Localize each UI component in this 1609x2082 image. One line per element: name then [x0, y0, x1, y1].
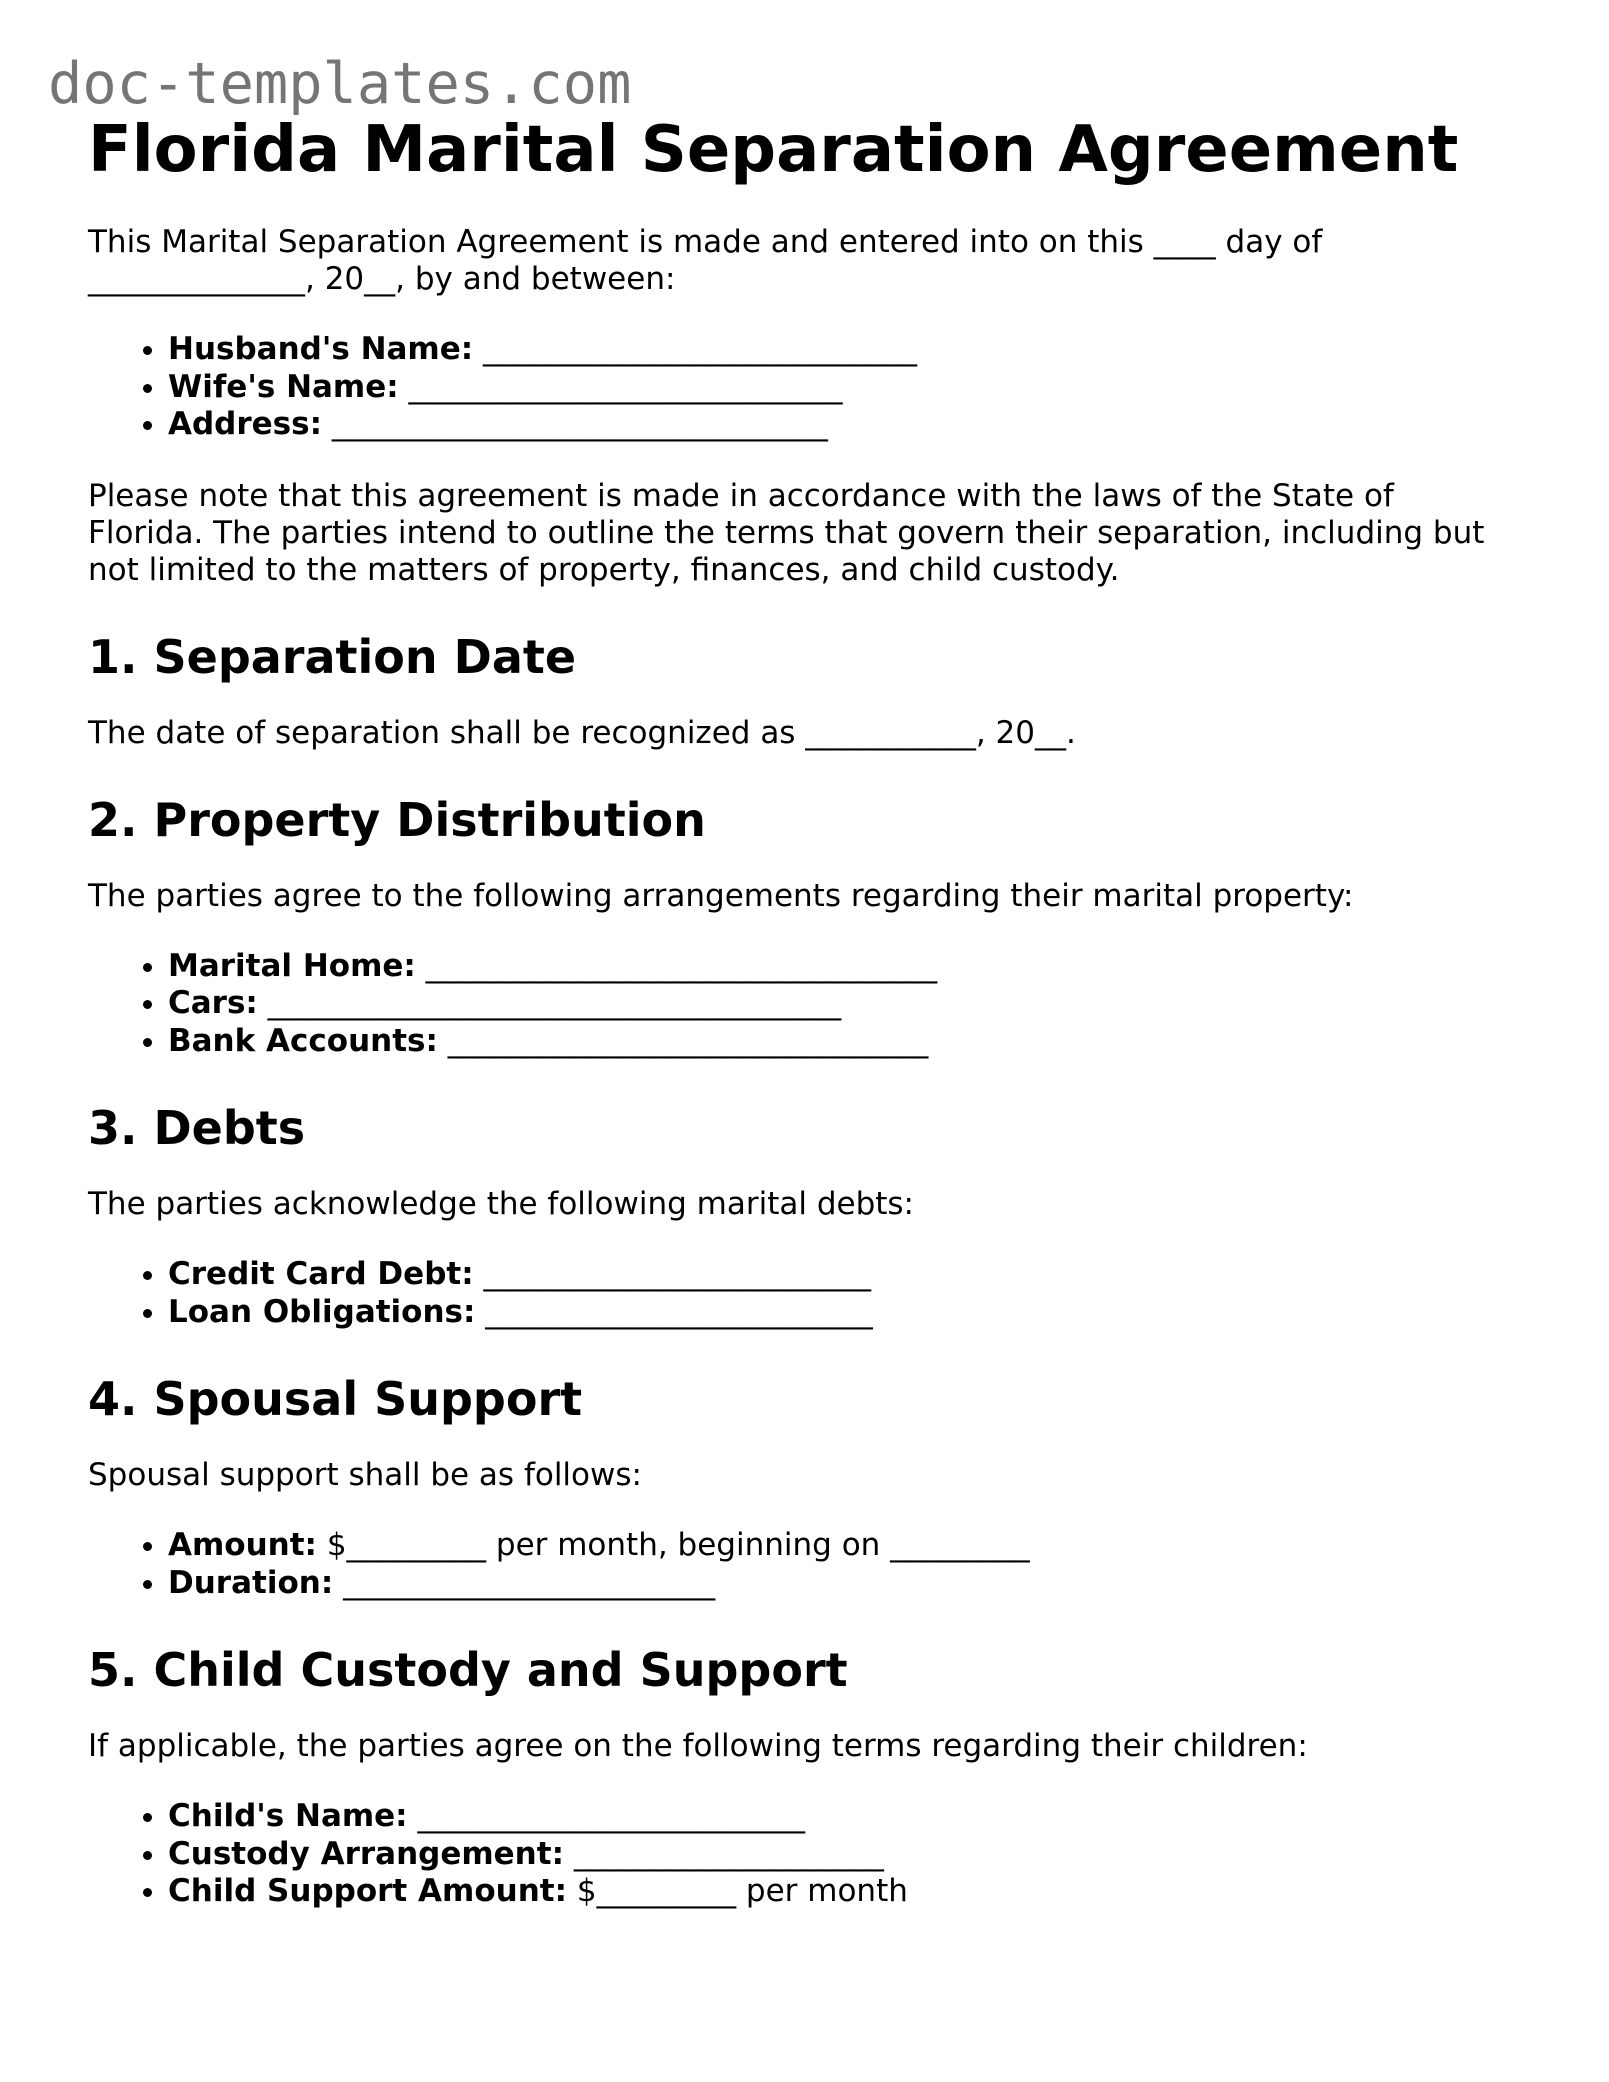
- blank-field[interactable]: ________________________: [343, 1564, 716, 1601]
- intro-line: ______________, 20__, by and between:: [88, 261, 676, 297]
- note-line: Florida. The parties intend to outline the terms that govern their separation, including but: [88, 514, 1485, 551]
- list-item: [168, 1527, 1528, 1565]
- list-item: [168, 1873, 1528, 1911]
- list-item: [168, 948, 1528, 986]
- list-item: [168, 1565, 1528, 1603]
- list-item-husband: [168, 331, 1528, 369]
- blank-field[interactable]: ____________________________: [483, 331, 918, 367]
- item-label: Child Support Amount:: [168, 1873, 567, 1909]
- section-text-separation: The date of separation shall be recognized as ___________, 20__.: [88, 714, 1076, 751]
- section-heading-custody: 5. Child Custody and Support: [88, 1643, 848, 1697]
- list-item: [168, 985, 1528, 1023]
- item-label: Amount:: [168, 1527, 317, 1563]
- site-watermark: doc-templates.com: [48, 51, 632, 117]
- list-item: [168, 1294, 1528, 1332]
- section-heading-support: 4. Spousal Support: [88, 1372, 583, 1426]
- intro-paragraph: [88, 224, 1528, 298]
- list-item: [168, 1798, 1528, 1836]
- parties-list: [88, 331, 1528, 444]
- debts-list: [88, 1256, 1528, 1331]
- section-heading-separation: 1. Separation Date: [88, 629, 577, 684]
- note-paragraph: [88, 478, 1528, 589]
- blank-field[interactable]: _________________________________: [425, 947, 938, 984]
- blank-field[interactable]: ________________________________: [331, 406, 828, 442]
- document-body: [88, 110, 1528, 1911]
- item-label: Credit Card Debt:: [168, 1256, 474, 1292]
- item-label: Address:: [168, 406, 322, 442]
- item-label: Wife's Name:: [168, 368, 399, 405]
- section-heading-debts: 3. Debts: [88, 1101, 306, 1155]
- item-label: Loan Obligations:: [168, 1293, 476, 1330]
- list-item-address: [168, 406, 1528, 444]
- intro-line: This Marital Separation Agreement is made and entered into on this ____ day of: [88, 224, 1323, 260]
- blank-field[interactable]: _____________________________________: [267, 985, 842, 1021]
- blank-field[interactable]: ____________________: [573, 1835, 884, 1872]
- blank-field[interactable]: _________________________: [483, 1256, 871, 1292]
- list-item-wife: [168, 369, 1528, 407]
- section-text-debts: The parties acknowledge the following marital debts:: [88, 1186, 914, 1222]
- list-item: [168, 1836, 1528, 1874]
- item-label: Child's Name:: [168, 1798, 408, 1834]
- property-list: [88, 948, 1528, 1061]
- blank-field[interactable]: _________________________: [417, 1798, 805, 1834]
- blank-field[interactable]: ____________________________: [408, 368, 843, 405]
- item-label: Cars:: [168, 985, 258, 1021]
- item-label: Duration:: [168, 1564, 334, 1601]
- section-heading-property: 2. Property Distribution: [88, 792, 706, 847]
- item-label: Husband's Name:: [168, 331, 474, 367]
- note-line: Please note that this agreement is made in accordance with the laws of the State of: [88, 477, 1394, 514]
- list-item: [168, 1256, 1528, 1294]
- item-label: Custody Arrangement:: [168, 1835, 564, 1872]
- note-line: not limited to the matters of property, finances, and child custody.: [88, 551, 1120, 588]
- section-text-custody: If applicable, the parties agree on the following terms regarding their children:: [88, 1728, 1308, 1764]
- blank-field[interactable]: $_________ per month: [576, 1873, 908, 1909]
- list-item: [168, 1023, 1528, 1061]
- page-title: Florida Marital Separation Agreement: [88, 113, 1459, 187]
- blank-field[interactable]: _______________________________: [447, 1022, 929, 1059]
- item-label: Bank Accounts:: [168, 1022, 438, 1059]
- blank-field[interactable]: _________________________: [485, 1293, 873, 1330]
- blank-field[interactable]: $_________ per month, beginning on _________: [326, 1527, 1030, 1563]
- item-label: Marital Home:: [168, 947, 416, 984]
- custody-list: [88, 1798, 1528, 1911]
- section-text-property: The parties agree to the following arrangements regarding their marital property:: [88, 877, 1354, 914]
- section-text-support: Spousal support shall be as follows:: [88, 1457, 642, 1493]
- support-list: [88, 1527, 1528, 1602]
